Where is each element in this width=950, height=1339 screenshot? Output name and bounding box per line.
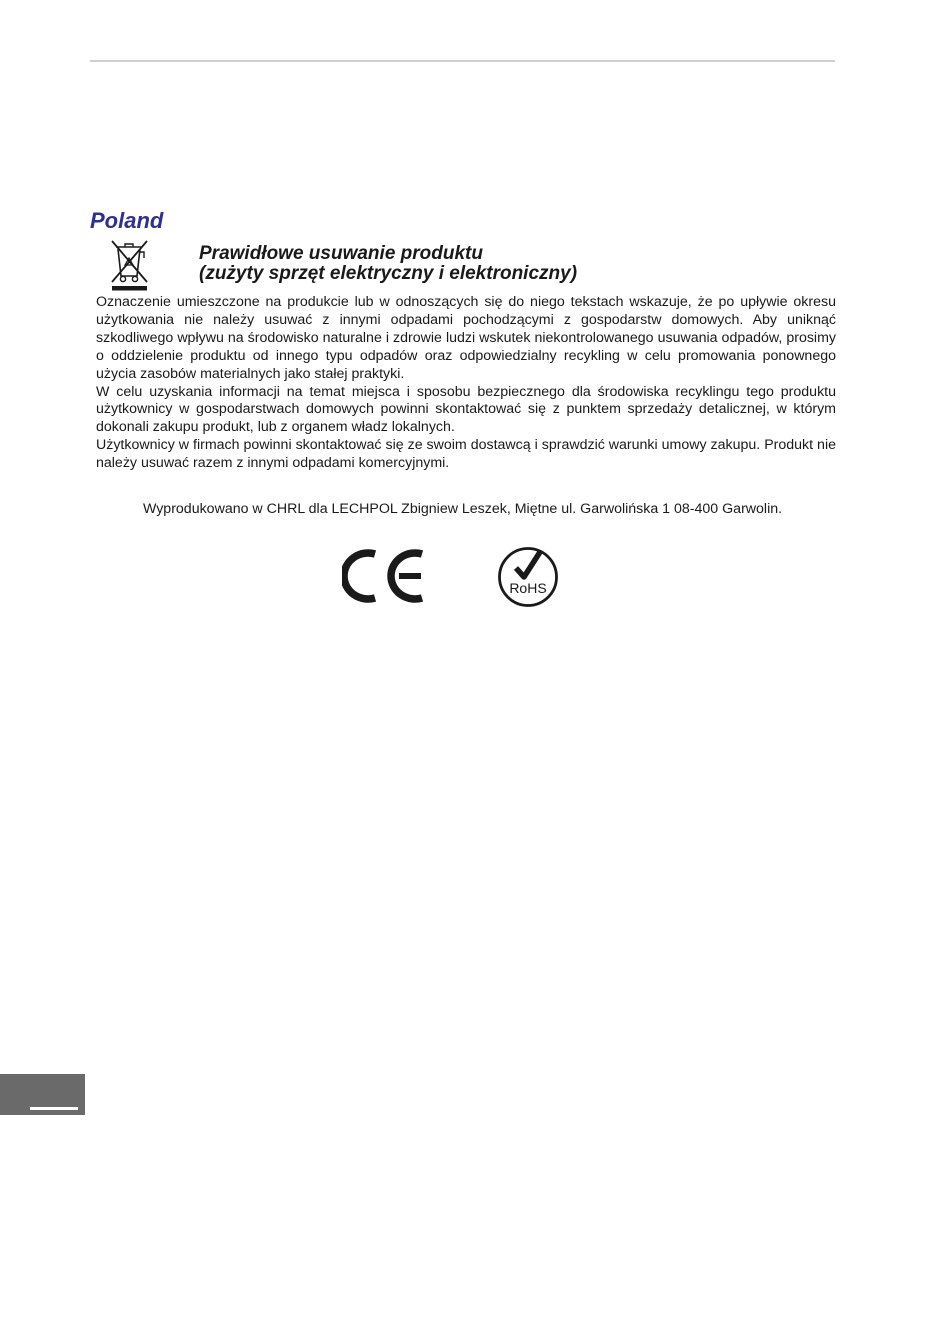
side-tab-underline	[30, 1107, 78, 1110]
paragraph-disposal-info: Oznaczenie umieszczone na produkcie lub w odnoszących się do niego tekstach wskazuje, że po upływie okresu użytkowania nie należy usuwać z innymi odpadami pochodzącymi z gospodarstw domowych. Aby uniknąć szkodliwego wpływu na środowisko naturalne i zdrowie ludzi wskutek niekontrolowanego usuwania odpadów, prosimy o oddzielenie produktu od innego typu odpadów oraz odpowiedzialny recykling w celu promowania ponownego użycia zasobów materialnych jako stałej praktyki.	[96, 294, 836, 382]
rohs-label: RoHS	[509, 580, 547, 596]
rohs-check-icon	[497, 546, 559, 608]
crossed-out-wheelie-bin-icon	[106, 238, 152, 292]
paragraph-business-users: Użytkownicy w firmach powinni skontaktować się ze swoim dostawcą i sprawdzić warunki umowy zakupu. Produkt nie należy usuwać razem z innymi odpadami komercyjnymi.	[96, 437, 836, 472]
disposal-heading-line-1: Prawidłowe usuwanie produktu	[199, 243, 483, 264]
country-heading: Poland	[90, 208, 164, 233]
page-side-tab	[0, 1074, 85, 1115]
paragraph-household-users: W celu uzyskania informacji na temat miejsca i sposobu bezpiecznego dla środowiska recyklingu tego produktu użytkownicy w gospodarstwach domowych powinni skontaktować się z punktem sprzedaży detalicznej, w którym dokonali zakupu produkt, lub z organem władz lokalnych.	[96, 383, 836, 436]
disposal-heading-line-2: (zużyty sprzęt elektryczny i elektroniczny)	[199, 263, 578, 284]
ce-mark-icon	[342, 546, 426, 606]
disposal-heading	[199, 244, 577, 284]
manufacturer-line: Wyprodukowano w CHRL dla LECHPOL Zbigniew Leszek, Miętne ul. Garwolińska 1 08-400 Garwolin.	[142, 501, 783, 517]
top-divider	[90, 60, 835, 62]
disposal-instructions	[96, 294, 836, 473]
